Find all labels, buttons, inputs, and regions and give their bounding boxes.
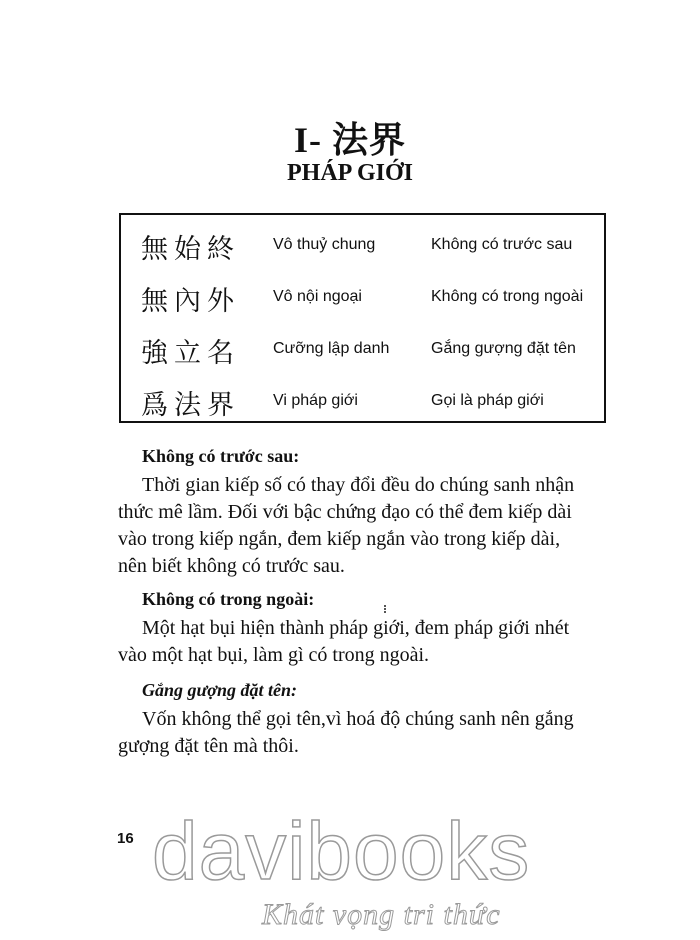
body-line: vào một hạt bụi, làm gì có trong ngoài.: [118, 644, 430, 666]
chapter-title: I- 法界: [294, 120, 406, 160]
section-body: [118, 472, 624, 580]
verse-meaning: Gắng gượng đặt tên: [431, 340, 576, 357]
watermark-logo: davibooks: [152, 806, 531, 897]
section-heading: Gắng gượng đặt tên:: [142, 680, 297, 700]
body-line: vào trong kiếp ngắn, đem kiếp ngắn vào trong kiếp dài,: [118, 528, 561, 550]
verse-sino-vietnamese: Cưỡng lập danh: [273, 340, 390, 357]
verse-table: [119, 213, 606, 423]
verse-han-text: 強立名: [141, 338, 240, 369]
verse-row: [121, 271, 604, 323]
section-body: [118, 706, 624, 760]
watermark-tagline: Khát vọng tri thức: [262, 898, 501, 931]
body-line: Một hạt bụi hiện thành pháp giới, đem pháp giới nhét: [142, 617, 570, 639]
body-line: gượng đặt tên mà thôi.: [118, 735, 299, 757]
page-number: 16: [117, 830, 134, 847]
section-body: [118, 615, 624, 669]
verse-han-text: 無始終: [141, 234, 240, 265]
section-heading: Không có trong ngoài:: [142, 589, 315, 609]
verse-meaning: Không có trước sau: [431, 236, 573, 253]
verse-sino-vietnamese: Vi pháp giới: [273, 392, 358, 409]
print-speck: [384, 605, 388, 613]
verse-han-text: 爲法界: [141, 390, 240, 421]
verse-sino-vietnamese: Vô nội ngoại: [273, 288, 362, 305]
verse-row: [121, 375, 604, 427]
verse-meaning: Gọi là pháp giới: [431, 392, 544, 409]
section-heading: Không có trước sau:: [142, 446, 300, 466]
verse-meaning: Không có trong ngoài: [431, 288, 584, 305]
verse-sino-vietnamese: Vô thuỷ chung: [273, 236, 376, 253]
body-line: Thời gian kiếp số có thay đổi đều do chúng sanh nhận: [142, 474, 575, 496]
body-line: nên biết không có trước sau.: [118, 555, 345, 577]
verse-han-text: 無內外: [141, 286, 240, 317]
chapter-subtitle: PHÁP GIỚI: [286, 160, 413, 186]
verse-row: [121, 219, 604, 271]
body-line: thức mê lầm. Đối với bậc chứng đạo có thể đem kiếp dài: [118, 501, 572, 523]
verse-row: [121, 323, 604, 375]
body-line: Vốn không thể gọi tên,vì hoá độ chúng sanh nên gắng: [142, 708, 574, 730]
